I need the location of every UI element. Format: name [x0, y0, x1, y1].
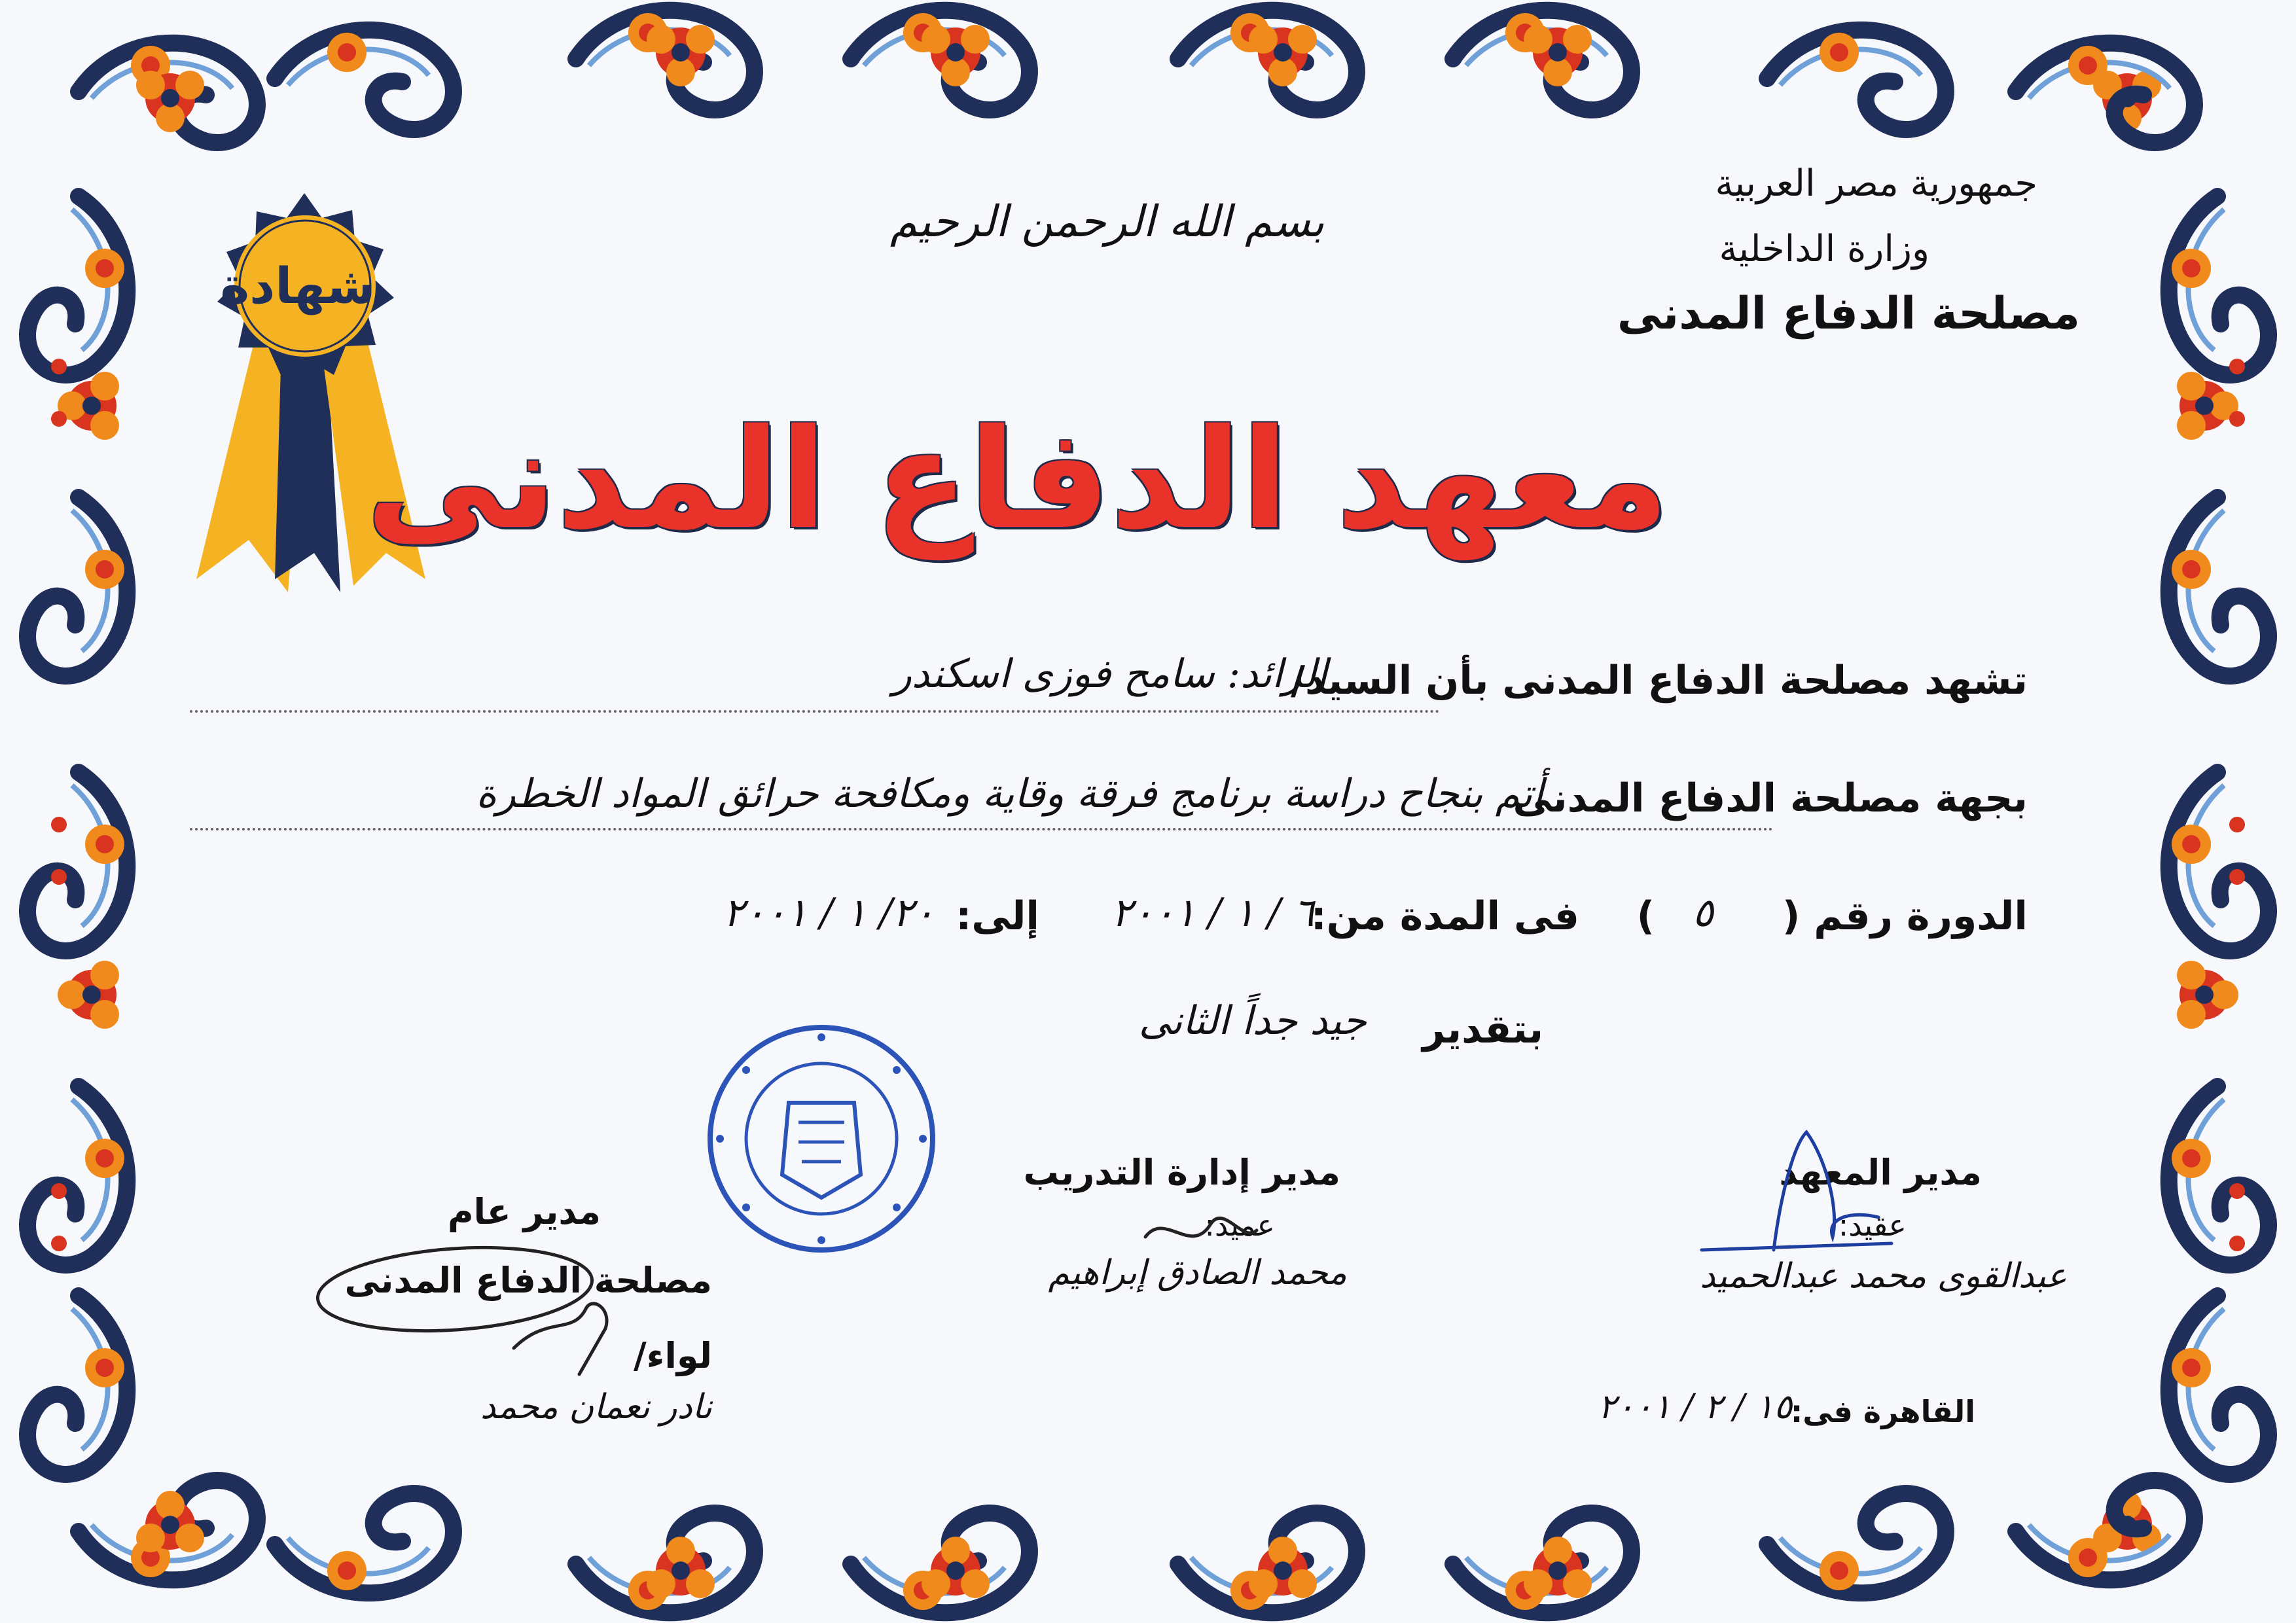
- name-dotted-line: [190, 710, 1440, 713]
- body-line2-prefix: بجهة مصلحة الدفاع المدنى: [1513, 776, 2028, 821]
- header-ministry: وزارة الداخلية: [1719, 228, 1929, 270]
- border-right: [2169, 196, 2269, 1474]
- recipient-name: الرائد: سامح فوزى اسكندر: [892, 651, 1327, 697]
- body-line1-prefix: تشهد مصلحة الدفاع المدنى بأن السيد/: [1291, 658, 2028, 704]
- institute-director-name: عبدالقوى محمد عبدالحميد: [1700, 1257, 2067, 1296]
- institute-director-title: مدير المعهد: [1779, 1152, 1982, 1193]
- official-stamp: [700, 1018, 942, 1260]
- general-director-name: نادر نعمان محمد: [480, 1387, 712, 1427]
- institute-director-signature: [1695, 1119, 1898, 1270]
- grade-label: بتقدير: [1422, 1007, 1543, 1052]
- course-description: أتم بنجاح دراسة برنامج فرقة وقاية ومكافحة حرائق المواد الخطرة: [476, 771, 1543, 817]
- period-from-label: فى المدة من:: [1310, 893, 1579, 939]
- issue-place-label: القاهرة فى:: [1790, 1394, 1975, 1429]
- header-republic: جمهورية مصر العربية: [1715, 162, 2037, 205]
- period-from-date: ٦ / ١ / ٢٠٠١: [1111, 890, 1314, 936]
- general-director-rank: لواء/: [634, 1335, 712, 1376]
- basmala: بسم الله الرحمن الرحيم: [890, 196, 1325, 247]
- training-director-rank: عميد:: [1204, 1207, 1275, 1243]
- course-dotted-line: [190, 828, 1774, 830]
- border-bottom: [79, 1480, 2195, 1613]
- training-director-name: محمد الصادق إبراهيم: [1048, 1253, 1347, 1293]
- header-authority: مصلحة الدفاع المدنى: [1617, 288, 2080, 340]
- period-to-label: إلى:: [956, 893, 1039, 939]
- general-director-title: مدير عام: [447, 1191, 601, 1232]
- institute-director-rank: عقيد:: [1838, 1207, 1907, 1243]
- border-left: [27, 196, 127, 1474]
- training-director-title: مدير إدارة التدريب: [1023, 1152, 1340, 1193]
- course-number-label: الدورة رقم (: [1782, 893, 2028, 939]
- issue-date: ١٥ / ٢ / ٢٠٠١: [1598, 1387, 1792, 1427]
- period-to-date: ٢٠/ ١ / ٢٠٠١: [723, 890, 935, 936]
- course-number: ٥: [1692, 890, 1713, 936]
- general-director-dept: مصلحة الدفاع المدنى: [344, 1260, 712, 1301]
- badge-label: شهادة: [220, 257, 376, 315]
- grade-value: جيد جداً الثانى: [1138, 998, 1367, 1044]
- certificate-title: معهد الدفاع المدنى: [366, 399, 1669, 560]
- border-top: [79, 10, 2195, 143]
- course-number-close: ): [1636, 893, 1655, 939]
